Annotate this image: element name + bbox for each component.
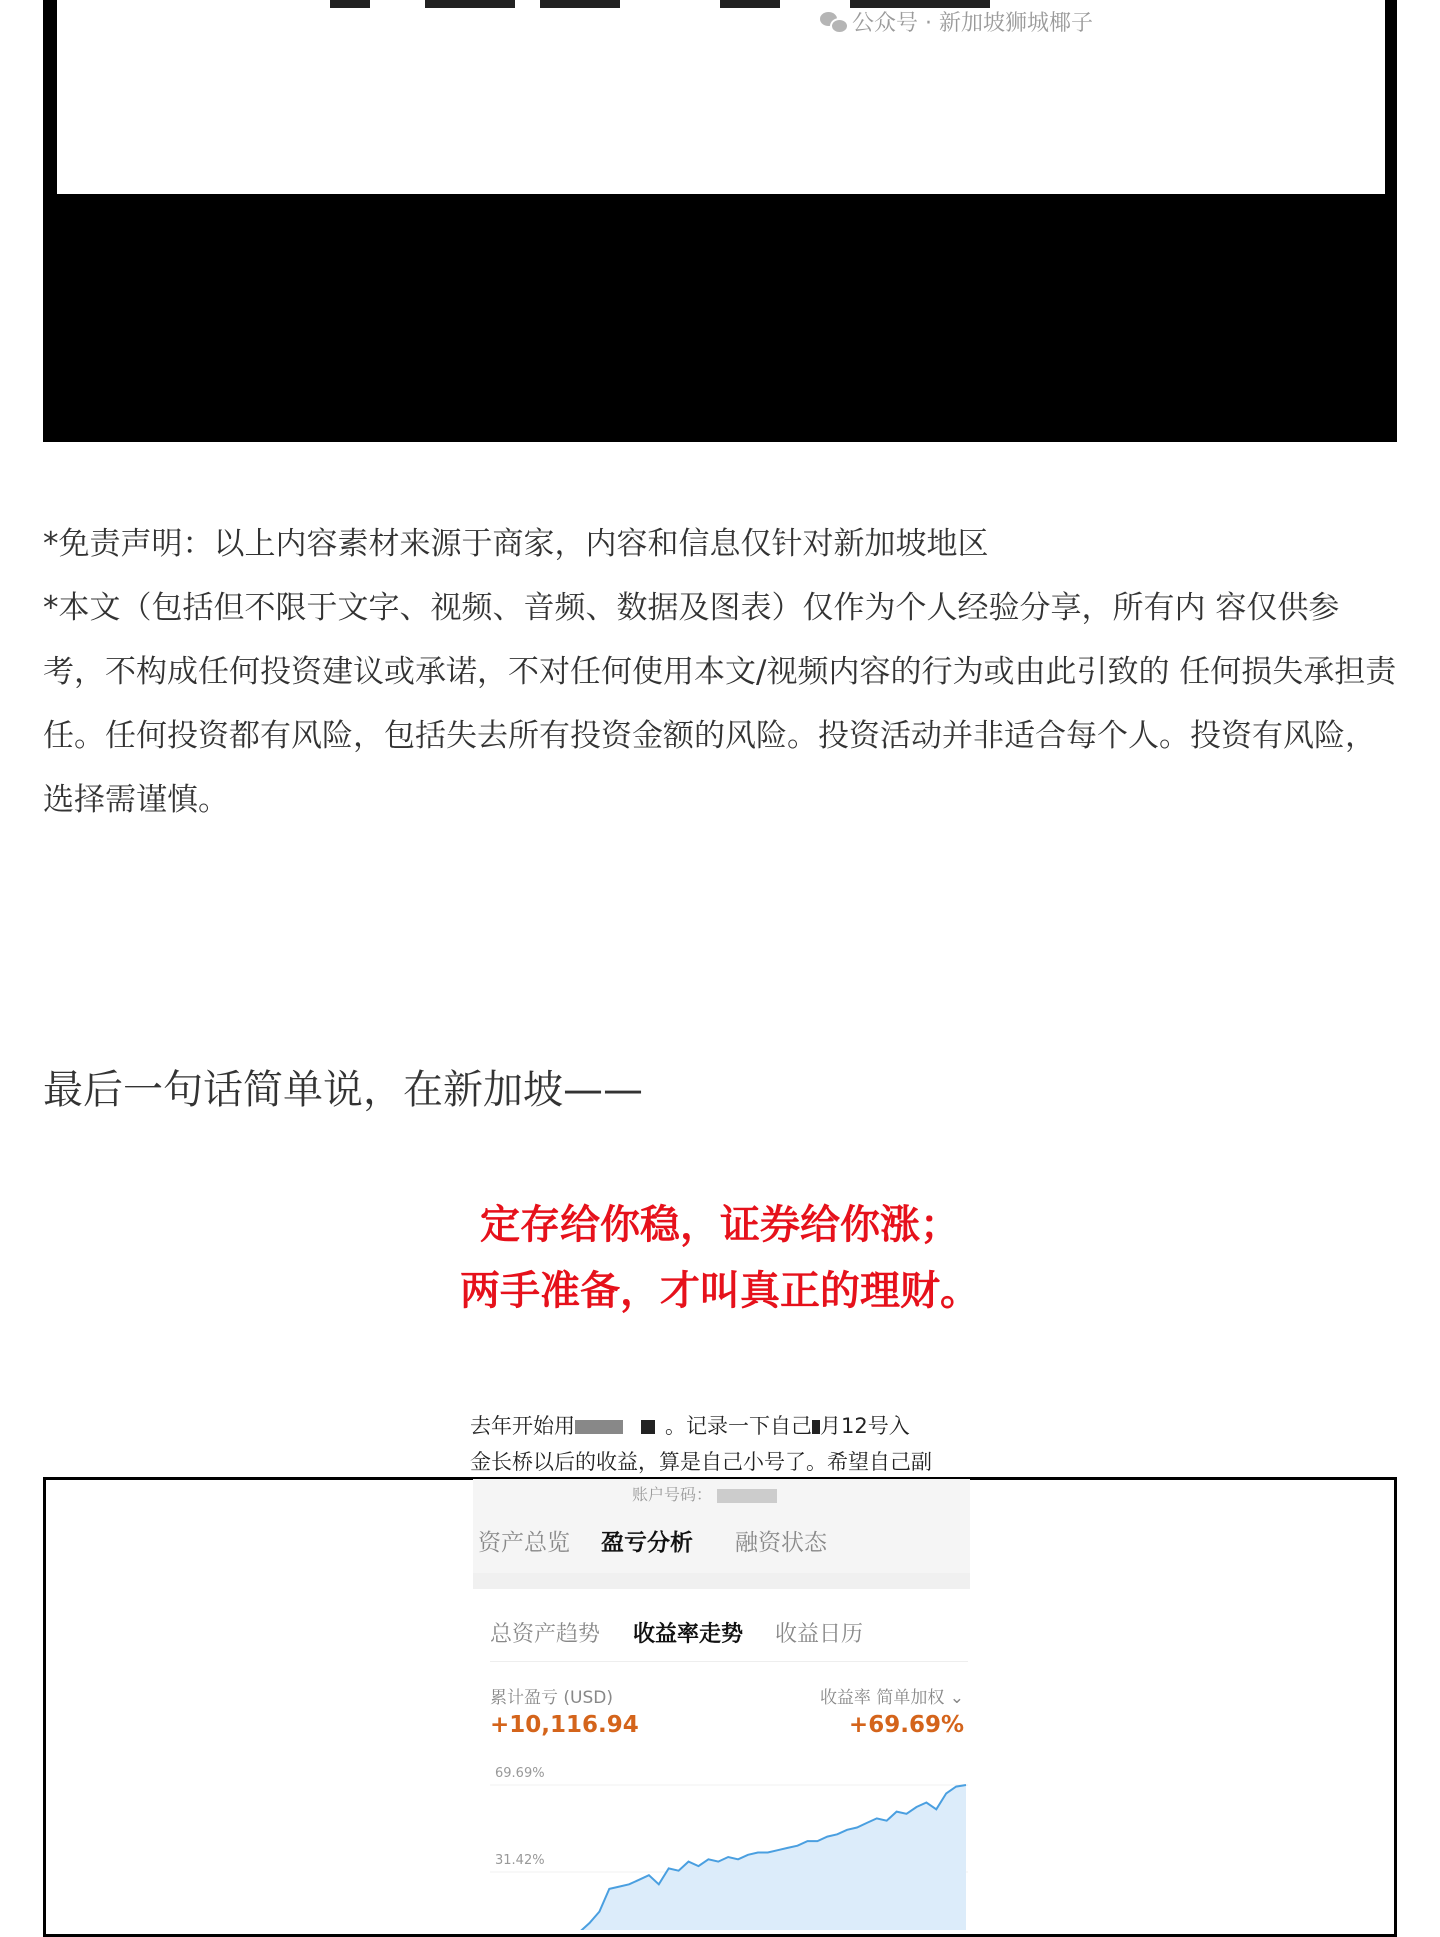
slogan-line-2: 两手准备，才叫真正的理财。 (460, 1268, 980, 1314)
return-rate-value: +69.69% (848, 1712, 964, 1738)
subtab-return-calendar[interactable]: 收益日历 (775, 1622, 864, 1647)
wechat-icon (820, 12, 846, 32)
return-rate-selector[interactable] (820, 1683, 964, 1708)
return-rate-label: 收益率 简单加权 (819, 1688, 945, 1708)
return-chart[interactable] (490, 1760, 968, 1930)
caption-text: 去年开始用 (470, 1414, 575, 1438)
tab-margin-status[interactable]: 融资状态 (735, 1530, 827, 1556)
slogan (0, 1192, 1440, 1324)
y-tick-label: 31.42% (495, 1853, 545, 1868)
return-area (530, 1785, 966, 1930)
redacted-text (575, 1420, 623, 1434)
post-caption (470, 1408, 990, 1480)
caption-line-2: 金长桥以后的收益，算是自己小号了。希望自己副 (470, 1450, 932, 1474)
cut-off-text (330, 0, 370, 8)
tab-asset-overview[interactable]: 资产总览 (478, 1530, 570, 1556)
divider (490, 1661, 968, 1662)
redacted-account (717, 1489, 777, 1503)
divider (473, 1573, 970, 1589)
cumulative-pnl-value: +10,116.94 (490, 1712, 639, 1738)
cut-off-text (720, 0, 780, 8)
tab-pnl-analysis[interactable]: 盈亏分析 (601, 1530, 693, 1556)
cumulative-pnl-label: 累计盈亏 (USD) (490, 1688, 613, 1708)
caption-text: 。记录一下自己 (665, 1414, 812, 1438)
cut-off-text (540, 0, 620, 8)
subtab-return-trend[interactable]: 收益率走势 (633, 1622, 744, 1647)
slogan-line-1: 定存给你稳，证券给你涨； (480, 1202, 960, 1248)
subtab-total-asset-trend[interactable]: 总资产趋势 (490, 1622, 601, 1647)
closing-sentence: 最后一句话简单说，在新加坡—— (43, 1067, 643, 1113)
disclaimer (43, 512, 1399, 832)
wechat-watermark (820, 6, 1093, 37)
account-label: 账户号码： (632, 1485, 713, 1504)
caption-text: 月12号入 (820, 1414, 910, 1438)
chevron-down-icon: ⌄ (949, 1688, 964, 1708)
disclaimer-line-1: *免责声明：以上内容素材来源于商家，内容和信息仅针对新加坡地区 (43, 526, 989, 562)
y-tick-label: 69.69% (495, 1766, 545, 1781)
disclaimer-line-2: *本文（包括但不限于文字、视频、音频、数据及图表）仅作为个人经验分享，所有内 容仅供参考，不构成任何投资建议或承诺，不对任何使用本文/视频内容的行为或由此引致的 任何损失承担责任。任何投资都有风险，包括失去所有投资金额的风险。投资活动并非适合每个人。投资有风险，选择需谨慎。 (43, 590, 1397, 818)
watermark-text: 公众号 · 新加坡狮城椰子 (852, 11, 1093, 36)
previous-image-content (57, 0, 1385, 194)
account-number (632, 1482, 777, 1505)
redacted-text (812, 1420, 820, 1434)
cut-off-text (425, 0, 515, 8)
redacted-text (641, 1420, 655, 1434)
